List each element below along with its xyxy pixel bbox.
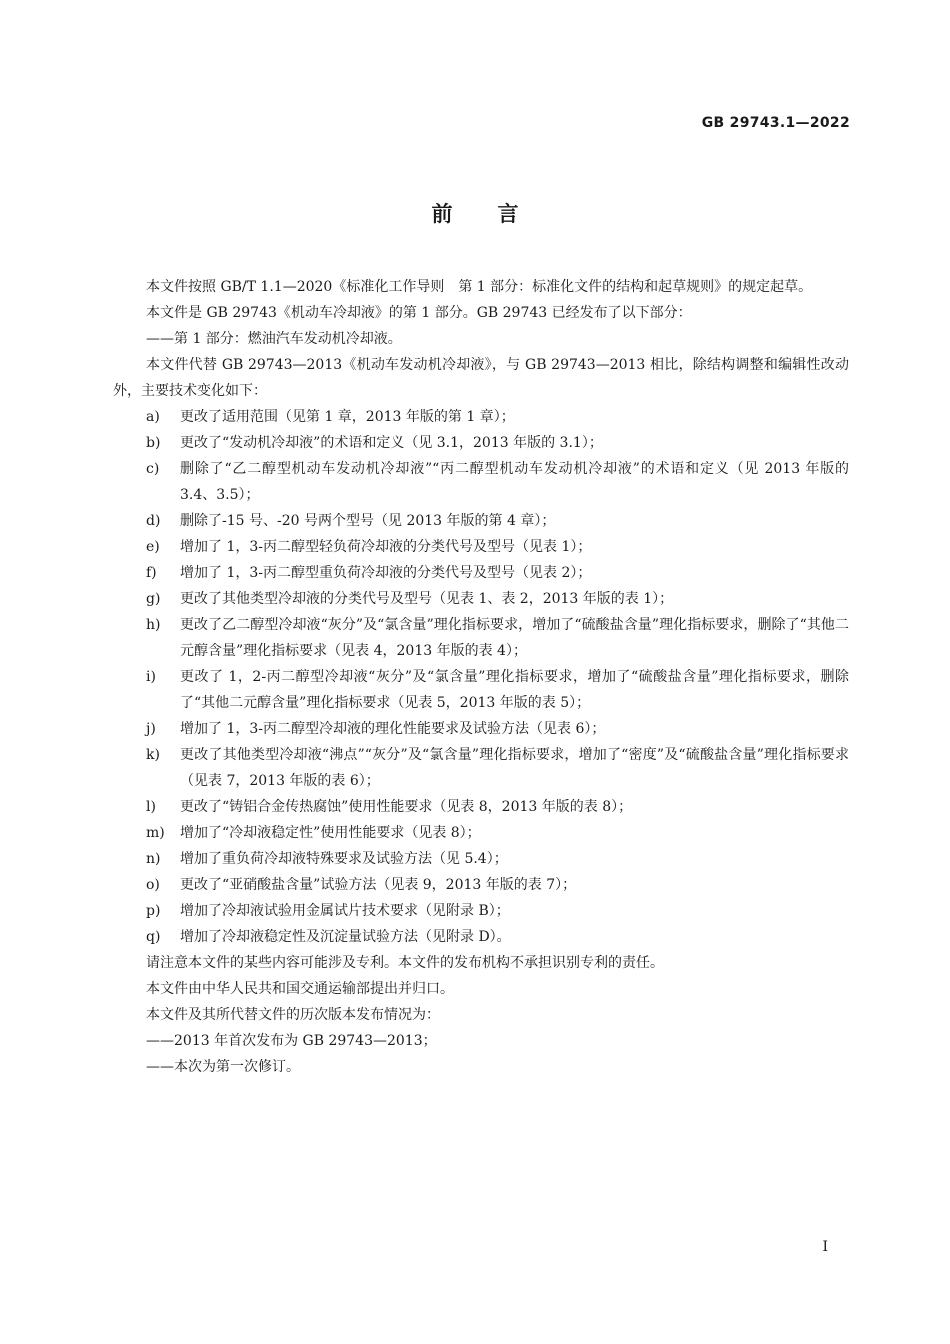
change-text: 增加了 1，3-丙二醇型轻负荷冷却液的分类代号及型号（见表 1）； <box>180 539 592 555</box>
change-text: 删除了“乙二醇型机动车发动机冷却液”“丙二醇型机动车发动机冷却液”的术语和定义（见 2013 年版的 3.4、3.5）； <box>180 461 849 503</box>
change-item <box>113 612 849 664</box>
change-item <box>113 430 849 456</box>
change-label: g) <box>146 591 161 607</box>
change-label: f) <box>146 565 157 581</box>
change-text: 更改了“铸铝合金传热腐蚀”使用性能要求（见表 8，2013 年版的表 8）； <box>180 799 633 815</box>
change-item <box>113 586 849 612</box>
change-item <box>113 924 849 950</box>
change-label: m) <box>146 825 165 841</box>
change-text: 增加了重负荷冷却液特殊要求及试验方法（见 5.4）； <box>180 851 508 867</box>
patent-notice: 请注意本文件的某些内容可能涉及专利。本文件的发布机构不承担识别专利的责任。 <box>146 955 664 971</box>
change-label: q) <box>146 929 161 945</box>
change-label: n) <box>146 851 161 867</box>
change-item <box>113 742 849 794</box>
change-text: 更改了适用范围（见第 1 章，2013 年版的第 1 章）； <box>180 409 515 425</box>
change-item <box>113 846 849 872</box>
change-label: d) <box>146 513 161 529</box>
change-item <box>113 404 849 430</box>
change-label: l) <box>146 799 156 815</box>
replacement-paragraph: 本文件代替 GB 29743—2013《机动车发动机冷却液》，与 GB 29743—2013 相比，除结构调整和编辑性改动外，主要技术变化如下： <box>113 357 849 399</box>
page-title: 前言 <box>431 202 564 226</box>
change-item <box>113 664 849 716</box>
change-text: 增加了 1，3-丙二醇型冷却液的理化性能要求及试验方法（见表 6）； <box>180 721 606 737</box>
change-label: o) <box>146 877 160 893</box>
change-label: c) <box>146 461 160 477</box>
change-text: 更改了“发动机冷却液”的术语和定义（见 3.1，2013 年版的 3.1）； <box>180 435 603 451</box>
change-item <box>113 534 849 560</box>
changes-list <box>113 404 849 950</box>
change-text: 增加了冷却液稳定性及沉淀量试验方法（见附录 D）。 <box>180 929 511 945</box>
change-label: e) <box>146 539 160 555</box>
change-item <box>113 794 849 820</box>
change-item <box>113 820 849 846</box>
proposer-paragraph: 本文件由中华人民共和国交通运输部提出并归口。 <box>146 981 454 997</box>
change-item <box>113 716 849 742</box>
change-item <box>113 508 849 534</box>
part-list-item: ——第 1 部分：燃油汽车发动机冷却液。 <box>146 331 402 347</box>
document-body <box>113 274 849 1080</box>
page-number: Ⅰ <box>822 1239 828 1255</box>
change-label: j) <box>146 721 156 737</box>
change-text: 更改了其他类型冷却液的分类代号及型号（见表 1、表 2，2013 年版的表 1）； <box>180 591 674 607</box>
change-label: b) <box>146 435 161 451</box>
change-text: 更改了其他类型冷却液“沸点”“灰分”及“氯含量”理化指标要求，增加了“密度”及“硫酸盐含量”理化指标要求（见表 7，2013 年版的表 6）； <box>180 747 849 789</box>
change-label: a) <box>146 409 160 425</box>
change-label: h) <box>146 617 161 633</box>
change-label: i) <box>146 669 156 685</box>
change-label: p) <box>146 903 161 919</box>
intro-paragraph: 本文件按照 GB/T 1.1—2020《标准化工作导则 第 1 部分：标准化文件的结构和起草规则》的规定起草。 <box>146 279 813 295</box>
change-text: 增加了 1，3-丙二醇型重负荷冷却液的分类代号及型号（见表 2）； <box>180 565 592 581</box>
change-text: 删除了-15 号、-20 号两个型号（见 2013 年版的第 4 章）； <box>180 513 556 529</box>
change-item <box>113 560 849 586</box>
change-item <box>113 872 849 898</box>
change-label: k) <box>146 747 160 763</box>
change-item <box>113 898 849 924</box>
history-intro: 本文件及其所代替文件的历次版本发布情况为： <box>146 1007 440 1023</box>
change-text: 更改了乙二醇型冷却液“灰分”及“氯含量”理化指标要求，增加了“硫酸盐含量”理化指标要求，删除了“其他二元醇含量”理化指标要求（见表 4，2013 年版的表 4）； <box>180 617 849 659</box>
change-text: 更改了 1，2-丙二醇型冷却液“灰分”及“氯含量”理化指标要求，增加了“硫酸盐含量”理化指标要求，删除了“其他二元醇含量”理化指标要求（见表 5，2013 年版的表 5）； <box>180 669 849 711</box>
change-text: 增加了“冷却液稳定性”使用性能要求（见表 8）； <box>180 825 481 841</box>
history-item: ——2013 年首次发布为 GB 29743—2013； <box>146 1033 437 1049</box>
standard-code: GB 29743.1—2022 <box>701 115 850 131</box>
history-item: ——本次为第一次修订。 <box>146 1059 300 1075</box>
intro-paragraph: 本文件是 GB 29743《机动车冷却液》的第 1 部分。GB 29743 已经发布了以下部分： <box>146 305 692 321</box>
change-text: 更改了“亚硝酸盐含量”试验方法（见表 9，2013 年版的表 7）； <box>180 877 577 893</box>
change-text: 增加了冷却液试验用金属试片技术要求（见附录 B）； <box>180 903 510 919</box>
change-item <box>113 456 849 508</box>
